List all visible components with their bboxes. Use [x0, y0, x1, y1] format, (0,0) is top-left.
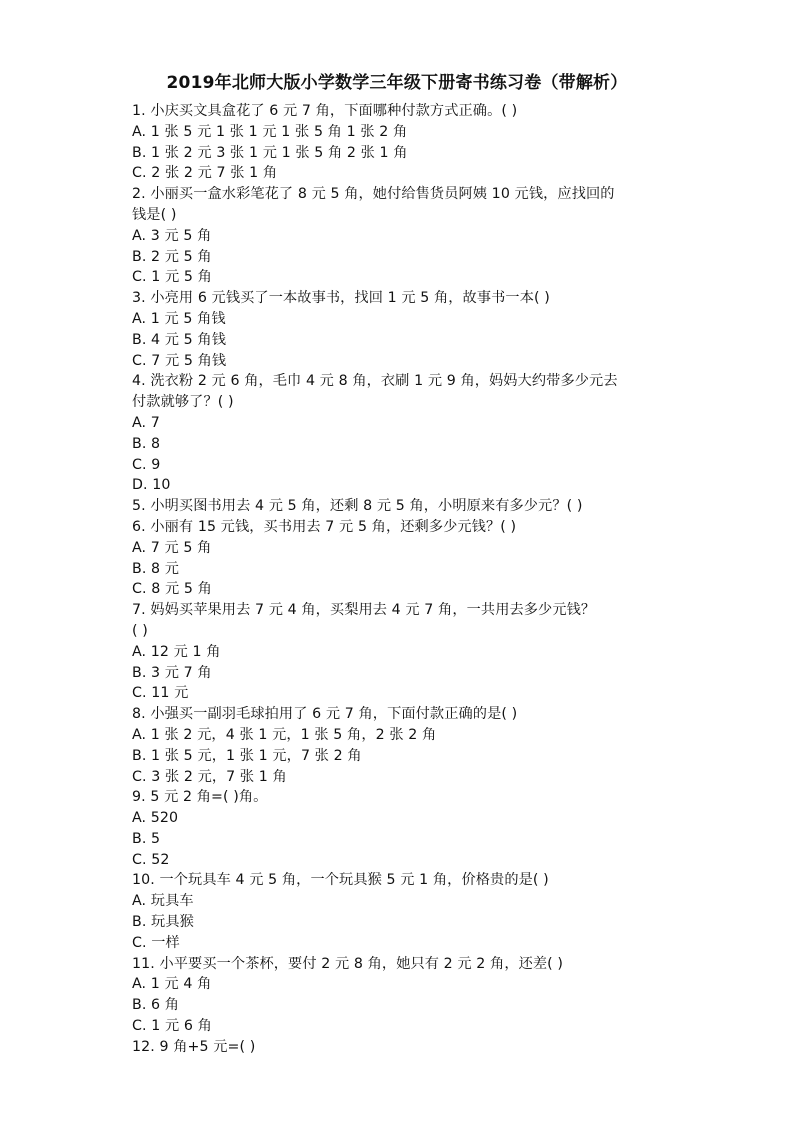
question-line: 钱是( ) [132, 206, 177, 223]
question-line: C. 7 元 5 角钱 [132, 352, 227, 369]
question-line: B. 6 角 [132, 997, 180, 1014]
question-line: A. 1 元 4 角 [132, 976, 212, 993]
question-line: 2. 小丽买一盒水彩笔花了 8 元 5 角，她付给售货员阿姨 10 元钱，应找回的 [132, 186, 615, 203]
question-line: 10. 一个玩具车 4 元 5 角，一个玩具猴 5 元 1 角，价格贵的是( ) [132, 872, 549, 889]
question-line: B. 1 张 2 元 3 张 1 元 1 张 5 角 2 张 1 角 [132, 144, 408, 161]
question-line: B. 8 [132, 435, 161, 452]
question-line: C. 8 元 5 角 [132, 581, 212, 598]
question-line: A. 520 [132, 810, 179, 827]
question-line: A. 7 元 5 角 [132, 539, 212, 556]
question-line: B. 4 元 5 角钱 [132, 331, 226, 348]
question-line: 6. 小丽有 15 元钱，买书用去 7 元 5 角，还剩多少元钱？( ) [132, 518, 517, 535]
question-line: 8. 小强买一副羽毛球拍用了 6 元 7 角，下面付款正确的是( ) [132, 706, 518, 723]
question-line: C. 9 [132, 456, 161, 473]
question-line: 付款就够了？( ) [132, 394, 234, 411]
question-line: C. 52 [132, 851, 170, 868]
page-title: 2019年北师大版小学数学三年级下册寄书练习卷（带解析） [166, 73, 628, 93]
question-line: 1. 小庆买文具盒花了 6 元 7 角，下面哪种付款方式正确。( ) [132, 103, 518, 119]
question-line: B. 8 元 [132, 560, 180, 577]
question-line: D. 10 [132, 477, 171, 494]
question-line: 7. 妈妈买苹果用去 7 元 4 角，买梨用去 4 元 7 角，一共用去多少元钱？ [132, 602, 596, 619]
question-line: A. 1 元 5 角钱 [132, 310, 226, 327]
question-line: 9. 5 元 2 角=( )角。 [132, 789, 268, 806]
question-line: A. 7 [132, 414, 160, 431]
question-list [132, 101, 672, 1058]
question-line: B. 2 元 5 角 [132, 248, 212, 265]
question-line: B. 5 [132, 830, 161, 847]
question-line: B. 玩具猴 [132, 914, 194, 931]
question-line: B. 3 元 7 角 [132, 664, 212, 681]
question-line: A. 12 元 1 角 [132, 643, 221, 660]
question-line: C. 11 元 [132, 685, 189, 702]
question-line: 12. 9 角+5 元=( ) [132, 1038, 256, 1055]
question-line: 11. 小平要买一个茶杯，要付 2 元 8 角，她只有 2 元 2 角，还差( ) [132, 955, 564, 972]
question-line: C. 3 张 2 元，7 张 1 角 [132, 768, 287, 785]
question-line: B. 1 张 5 元，1 张 1 元，7 张 2 角 [132, 747, 362, 764]
question-line: C. 2 张 2 元 7 张 1 角 [132, 165, 278, 182]
question-line: A. 3 元 5 角 [132, 227, 212, 244]
question-line: 5. 小明买图书用去 4 元 5 角，还剩 8 元 5 角，小明原来有多少元？( ) [132, 498, 583, 515]
question-line: C. 1 元 5 角 [132, 269, 212, 286]
question-line: A. 1 张 2 元，4 张 1 元，1 张 5 角，2 张 2 角 [132, 726, 437, 743]
question-line: C. 一样 [132, 934, 180, 951]
question-line: A. 1 张 5 元 1 张 1 元 1 张 5 角 1 张 2 角 [132, 123, 408, 140]
question-line: A. 玩具车 [132, 893, 194, 910]
question-line: ( ) [132, 622, 148, 639]
question-line: C. 1 元 6 角 [132, 1018, 212, 1035]
question-line: 3. 小亮用 6 元钱买了一本故事书，找回 1 元 5 角，故事书一本( ) [132, 290, 550, 307]
question-line: 4. 洗衣粉 2 元 6 角，毛巾 4 元 8 角，衣刷 1 元 9 角，妈妈大约带多少元去 [132, 373, 618, 390]
